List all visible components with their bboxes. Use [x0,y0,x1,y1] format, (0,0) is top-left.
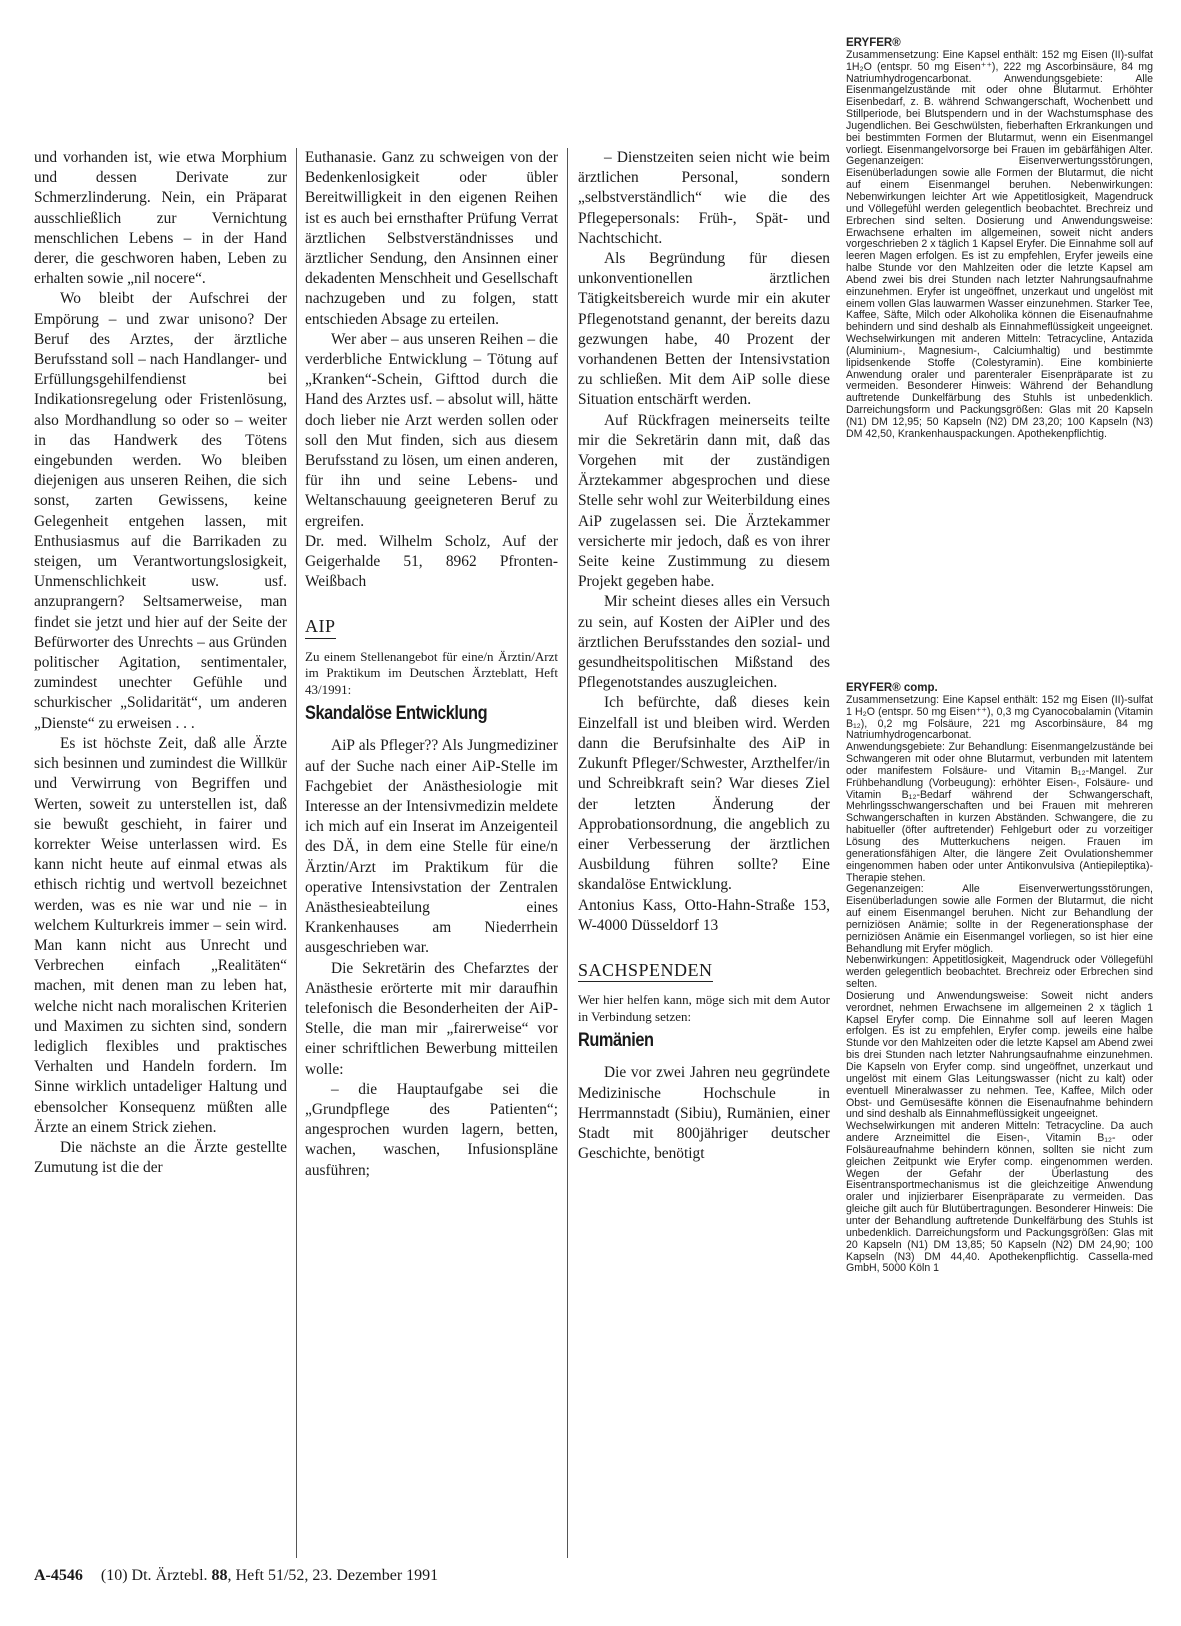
column-rule [567,148,568,1558]
drug-info-text: Wechselwirkungen mit anderen Mitteln: Tetracycline. Da auch andere Arzneimittel die Eisen-, Vitamin B₁₂- oder Folsäureaufnahme behindern können, sollten sie nicht zum gleichen Zeitpunkt wie Eryfer comp. eingenommen werden. Wegen der Gefahr der Überlastung des Eisentransportmechanismus ist die gleichzeitige Anwendung oraler und injizierbarer Eisenpräparate zu vermeiden. Das gleiche gilt auch für Blutübertragungen. Besonderer Hinweis: Die unter der Behandlung auftretende Dunkelfärbung des Stuhls ist unbedenklich. Darreichungsform und Packungsgrößen: Glas mit 20 Kapseln (N1) DM 13,85; 50 Kapseln (N2) DM 24,90; 100 Kapseln (N3) DM 44,40. Apothekenpflichtig. Cassella-med GmbH, 5000 Köln 1 [846,1120,1153,1275]
paragraph: Ich befürchte, daß dieses kein Einzelfall ist und bleiben wird. Werden dann die Berufsinhalte des AiP in Zukunft Pfleger/Schwester, Arzthelfer/in und Schreibkraft sein? War dieses Ziel der letzten Änderung der Approbationsordnung, die angeblich zu einer Verbesserung der ärztlichen Ausbildung führen sollte? Eine skandalöse Entwicklung. [578,694,830,894]
issue-date: , Heft 51/52, 23. Dezember 1991 [227,1567,439,1584]
drug-info-eryfer-comp [846,683,1153,1275]
paragraph: Euthanasie. Ganz zu schweigen von der Bedenkenlosigkeit oder übler Bereitwilligkeit in den eigenen Reihen ist es auch bei ernsthafter Prüfung Verrat ärztlichen Selbstverständnisses und ärztlicher Sendung, den Ansinnen einer dekadenten Menschheit und Gesellschaft nachzugeben und zu folgen, statt entschieden Absage zu erteilen. [305,149,558,328]
paragraph: – Dienstzeiten seien nicht wie beim ärztlichen Personal, sondern „selbstverständlich“ wie die des Pflegepersonals: Früh-, Spät- und Nachtschicht. [578,149,830,247]
paragraph: Als Begründung für diesen unkonventionellen ärztlichen Tätigkeitsbereich wurde mir ein akuter Pflegenotstand genannt, der bereits dazu gezwungen habe, 40 Prozent der vorhandenen Betten der Intensivstation zu schließen. Mit dem AiP solle diese Situation entschärft werden. [578,250,830,409]
drug-name: ERYFER® [846,37,901,49]
paragraph: – die Hauptaufgabe sei die „Grundpflege des Patienten“; angesprochen wurden lagern, betten, wachen, waschen, Infusionspläne ausführen; [305,1080,558,1179]
section-heading-aip: AIP [305,616,336,638]
paragraph: AiP als Pfleger?? Als Jungmediziner auf der Suche nach einer AiP-Stelle im Fachgebiet der Anästhesiologie mit Interesse an der Intensivmedizin meldete ich mich auf ein Inserat im Anzeigenteil des DÄ, in dem eine Stelle für eine/n Ärztin/Arzt im Praktikum für die operative Intensivstation der Zentralen Anästhesieabteilung eines Krankenhauses am Niederrhein ausgeschrieben war. [305,737,558,957]
letter-intro: Zu einem Stellenangebot für eine/n Ärztin/Arzt im Praktikum im Deutschen Ärzteblatt, Heft 43/1991: [305,648,558,697]
paragraph: Es ist höchste Zeit, daß alle Ärzte sich besinnen und zumindest die Willkür und Verwirrung von Begriffen und Werten, soweit zu unterstellen ist, daß sie bewußt geschieht, in fairer und korrekter Weise unterlassen wird. Es kann nicht heute auf einmal etwas als ethisch richtig und wertvoll bezeichnet werden, was es nie war und nie – in welchem Kulturkreis immer – sein wird. Man kann nicht aus Unrecht und Verbrechen einfach „Realitäten“ machen, mit denen man zu leben hat, welche nicht nach moralischen Kriterien und Maximen zu sichten sind, sondern lediglich flexibles und praktisches Verhalten und Handeln fordern. Im Sinne wirklich untadeliger Haltung und ebensolcher Konsequenz müßten alle Ärzte an einem Strick ziehen. [34,734,287,1136]
section-heading-sachspenden: SACHSPENDEN [578,960,713,982]
paragraph: Die nächste an die Ärzte gestellte Zumutung ist die der [34,1138,287,1177]
paragraph: Wo bleibt der Aufschrei der Empörung – und zwar unisono? Der Beruf des Arztes, der ärztliche Berufsstand soll – nach Handlanger- und Erfüllungsgehilfendienst bei Indikationsregelung oder Fristenlösung, also Mordhandlung so oder so – weiter in das Handwerk des Tötens eingebunden werden. Wo bleiben diejenigen aus unseren Reihen, die sich sonst, zarten Gewissens, keine Gelegenheit entgehen lassen, mit Enthusiasmus auf die Barrikaden zu steigen, um Verantwortungslosigkeit, Unmenschlichkeit usw. usf. anzuprangern? Seltsamerweise, man findet sie jetzt und hier auf der Seite der Befürworter des Unrechts – aus Gründen politischer Agitation, sentimentaler, zumindest unechter Gefühle und schurkischer „Solidarität“, um anderen „Dienste“ zu erweisen . . . [34,290,287,732]
paragraph: Die vor zwei Jahren neu gegründete Medizinische Hochschule in Herrmannstadt (Sibiu), Rumänien, einer Stadt mit 800jähriger deutscher Geschichte, benötigt [578,1064,830,1163]
drug-info-text: Gegenanzeigen: Alle Eisenverwertungsstörungen, Eisenüberladungen sowie alle Formen der Blutarmut, die nicht auf einem Eisenmangel beruhen. Nicht zur Behandlung der perniziösen Anämie; sollte in der Regenerationsphase der perniziösen Anämie ein Eisenmangel vorliegen, so ist hier eine Behandlung mit Eryfer möglich. [846,883,1153,955]
article-column-3 [578,148,830,1568]
drug-name: ERYFER® comp. [846,682,938,694]
column-rule [296,148,297,1558]
article-column-1 [34,148,287,1568]
article-column-2 [305,148,558,1568]
letter-headline: Rumänien [578,1030,654,1052]
paragraph: und vorhanden ist, wie etwa Morphium und dessen Derivate zur Schmerzlinderung. Nein, ein Präparat ausschließlich zur Vernichtung menschlichen Lebens – in der Hand derer, die geschworen haben, Leben zu erhalten sowie „nil nocere“. [34,149,287,288]
paragraph: Die Sekretärin des Chefarztes der Anästhesie erörterte mit mir daraufhin telefonisch die Besonderheiten der AiP-Stelle, die man mir „fairerweise“ vor einer schriftlichen Bewerbung mitteilen wolle: [305,959,558,1078]
drug-info-text: Zusammensetzung: Eine Kapsel enthält: 152 mg Eisen (II)-sulfat 1 H₂O (entspr. 50 mg Eisen⁺⁺), 0,3 mg Cyanocobalamin (Vitamin B₁₂), 0,2 mg Folsäure, 221 mg Ascorbinsäure, 84 mg Natriumhydrogencarbonat. [846,693,1153,742]
letter-headline: Skandalöse Entwicklung [305,703,488,725]
paragraph: Wer aber – aus unseren Reihen – die verderbliche Entwicklung – Tötung auf „Kranken“-Schein, Gifttod durch die Hand des Arztes usf. – absolut will, hätte doch lieber nie Arzt werden sollen oder soll den Mut finden, sich aus diesem Berufsstand zu lösen, um einen anderen, für ihn und seine Lebens- und Weltanschauung geeigneteren Beruf zu ergreifen. [305,330,558,530]
drug-info-text: Anwendungsgebiete: Zur Behandlung: Eisenmangelzustände bei Schwangeren mit oder ohne Blutarmut, verbunden mit latentem oder manifestem Folsäure- und Vitamin B₁₂-Mangel. Zur Frühbehandlung (Vorbeugung): erhöhter Eisen-, Folsäure- und Vitamin B₁₂-Bedarf während der Schwangerschaft, Mehrlingsschwangerschaften und bei Frauen mit mehreren Schwangerschaften in kurzen Abständen. Schwangere, die zu habitueller (öfter auftretender) Fehlgeburt oder zu vorzeitiger Lösung des Mutterkuchens neigen. Frauen im generationsfähigen Alter, die längere Zeit Ovulationshemmer eingenommen haben oder unter Antikonvulsiva (Antiepileptika)-Therapie stehen. [846,741,1153,884]
letter-intro: Wer hier helfen kann, möge sich mit dem Autor in Verbindung setzen: [578,992,830,1024]
page-number: A-4546 [34,1567,83,1584]
author-signature: Antonius Kass, Otto-Hahn-Straße 153, W-4000 Düsseldorf 13 [578,896,830,934]
drug-info-text: Dosierung und Anwendungsweise: Soweit nicht anders verordnet, nehmen Erwachsene im allgemeinen 2 x täglich 1 Kapsel Eryfer comp. Die Einnahme soll auf leeren Magen erfolgen. Es ist zu empfehlen, Eryfer comp. jeweils eine halbe Stunde vor den Mahlzeiten oder die letzte Kapsel am Abend zwei bis drei Stunden nach letzter Nahrungsaufnahme einzunehmen. Die Kapseln von Eryfer comp. sind ungeöffnet, unzerkaut und ungelöst mit einem Glas Leitungswasser (nicht zu kalt) oder eventuell Mineralwasser zu nehmen. Tee, Kaffee, Milch oder Obst- und Gemüsesäfte können die Eisenaufnahme behindern und sind deshalb als Einnahmeflüssigkeit ungeeignet. [846,989,1153,1121]
page-footer [34,1567,834,1585]
journal-volume: 88 [211,1567,228,1584]
paragraph: Auf Rückfragen meinerseits teilte mir die Sekretärin dann mit, daß das Vorgehen mit der zuständigen Ärztekammer abgesprochen und diese Stelle sehr wohl zur Weiterbildung eines AiP zugelassen sei. Die Ärztekammer versicherte mir jedoch, daß es von ihrer Seite keine Zustimmung zu diesem Projekt gegeben habe. [578,411,830,591]
paragraph: Mir scheint dieses alles ein Versuch zu sein, auf Kosten der AiPler und des ärztlichen Berufsstandes den sozial- und gesundheitspolitischen Mißstand des Pflegenotstandes auszugleichen. [578,593,830,692]
drug-info-text: Zusammensetzung: Eine Kapsel enthält: 152 mg Eisen (II)-sulfat 1H₂O (entspr. 50 mg Eisen⁺⁺), 222 mg Ascorbinsäure, 84 mg Natriumhydrogencarbonat. Anwendungsgebiete: Alle Eisenmangelzustände mit oder ohne Blutarmut. Erhöhter Eisenbedarf, z. B. während Schwangerschaft, Wochenbett und Stillperiode, bei Blutspendern und in der Wachstumsphase des Jugendlichen. Bei Geschwülsten, fieberhaften Erkrankungen und bei bestimmten Formen der Blutarmut, wenn ein Eisenmangel vorliegt. Eisenmangelvorsorge bei Frauen im gebärfähigen Alter. Gegenanzeigen: Eisenverwertungsstörungen, Eisenüberladungen sowie alle Formen der Blutarmut, die nicht auf einem Eisenmangel beruhen. Nebenwirkungen: Nebenwirkungen leichter Art wie Appetitlosigkeit, Magendruck und Völlegefühl werden gelegentlich beobachtet. Brechreiz und Erbrechen sind selten. Dosierung und Anwendungsweise: Erwachsene erhalten im allgemeinen, soweit nicht anders vorgeschrieben 2 x täglich 1 Kapsel Eryfer. Die Einnahme soll auf leeren Magen erfolgen. Es ist zu empfehlen, Eryfer jeweils eine halbe Stunde vor den Mahlzeiten oder die letzte Kapsel am Abend zwei bis drei Stunden nach letzter Nahrungsaufnahme einzunehmen. Eryfer ist ungeöffnet, unzerkaut und ungelöst mit einem vollen Glas lauwarmen Wasser einzunehmen. Starker Tee, Kaffee, Säfte, Milch oder Alkoholika können die Eisenaufnahme behindern und sind deshalb als Einnahmeflüssigkeit ungeeignet. Wechselwirkungen mit anderen Mitteln: Tetracycline, Antazida (Aluminium-, Magnesium-, Calciumhaltig) und bestimmte lipidsenkende Stoffe (Colestyramin). Eine kombinierte Anwendung oraler und parenteraler Eisenpräparate ist zu vermeiden. Besonderer Hinweis: Während der Behandlung auftretende Dunkelfärbung des Stuhls ist unbedenklich. Darreichungsform und Packungsgrößen: Glas mit 20 Kapseln (N1) DM 12,95; 50 Kapseln (N2) DM 23,20; 100 Kapseln (N3) DM 42,50, Krankenhauspackungen. Apothekenpflichtig. [846,48,1153,440]
journal-name: (10) Dt. Ärztebl. [100,1567,208,1584]
drug-info-text: Nebenwirkungen: Appetitlosigkeit, Magendruck oder Völlegefühl werden gelegentlich beobachtet. Brechreiz oder Erbrechen sind selten. [846,954,1153,991]
author-signature: Dr. med. Wilhelm Scholz, Auf der Geigerhalde 51, 8962 Pfronten-Weißbach [305,532,558,591]
drug-info-eryfer [846,38,1153,441]
